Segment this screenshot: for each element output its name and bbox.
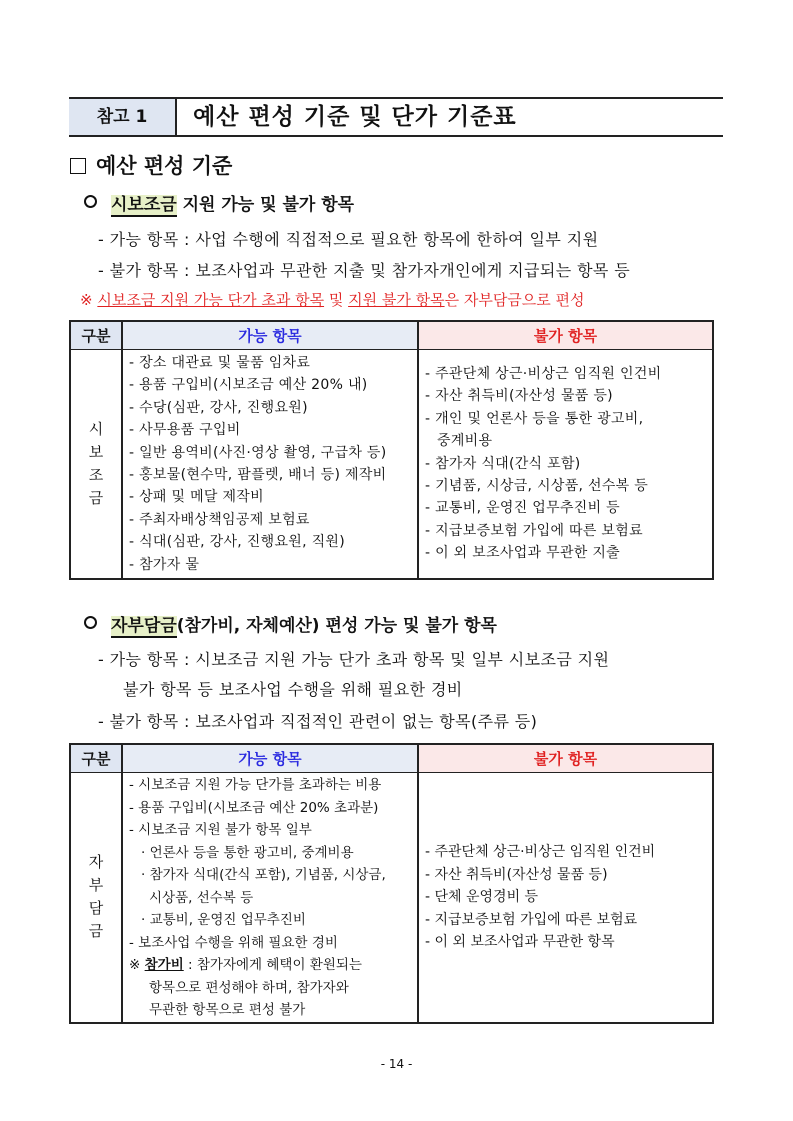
- section-title: 예산 편성 기준: [70, 150, 232, 180]
- row-label-subsidy: 시 보 조 금: [70, 350, 122, 579]
- subsidy-items-table: [69, 320, 714, 580]
- list-item: - 주관단체 상근·비상근 임직원 인건비: [425, 365, 662, 382]
- col-header-allowed: 가능 항목: [122, 744, 418, 773]
- allowed-items-cell: [122, 773, 418, 1023]
- list-item: - 수당(심판, 강사, 진행요원): [129, 399, 308, 416]
- circle-bullet-icon: [84, 195, 97, 208]
- list-item: - 주최자배상책임공제 보험료: [129, 511, 310, 528]
- list-item: · 교통비, 운영진 업무추진비: [141, 912, 306, 928]
- allowed-items-cell: [122, 350, 418, 579]
- s1-line-2: - 불가 항목 : 보조사업과 무관한 지출 및 참가자개인에게 지급되는 항목 등: [98, 261, 631, 280]
- page-number: - 14 -: [380, 1057, 413, 1071]
- reference-tag: 참고 1: [69, 99, 177, 135]
- list-item: · 언론사 등을 통한 광고비, 중계비용: [141, 844, 354, 861]
- s2-line-3: - 불가 항목 : 보조사업과 직접적인 관련이 없는 항목(주류 등): [98, 712, 538, 731]
- list-item: - 식대(심판, 강사, 진행요원, 직원): [129, 534, 346, 551]
- page-title: 예산 편성 기준 및 단가 기준표: [193, 104, 517, 130]
- list-item: - 지급보증보험 가입에 따른 보험료: [425, 911, 638, 928]
- list-item: - 이 외 보조사업과 무관한 항목: [425, 934, 615, 950]
- list-item: - 자산 취득비(자산성 물품 등): [425, 388, 613, 405]
- list-item: - 홍보물(현수막, 팜플렛, 배너 등) 제작비: [129, 467, 387, 484]
- list-item: - 용품 구입비(시보조금 예산 20% 초과분): [129, 799, 379, 816]
- subsection-1-title: 시보조금 지원 가능 및 불가 항목: [84, 190, 354, 215]
- list-item: - 이 외 보조사업과 무관한 지출: [425, 545, 620, 562]
- list-item: - 장소 대관료 및 물품 임차료: [129, 355, 311, 371]
- subsection-2-title: 자부담금(참가비, 자체예산) 편성 가능 및 불가 항목: [84, 611, 497, 636]
- row-label-self-funding: 자 부 담 금: [70, 773, 122, 1023]
- list-item: - 기념품, 시상금, 시상품, 선수복 등: [425, 477, 649, 494]
- self-funding-items-table: [69, 743, 714, 1024]
- s2-line-1: - 가능 항목 : 시보조금 지원 가능 단가 초과 항목 및 일부 시보조금 지원: [98, 650, 610, 669]
- list-item: - 교통비, 운영진 업무추진비 등: [425, 500, 620, 517]
- list-item: - 보조사업 수행을 위해 필요한 경비: [129, 934, 338, 951]
- list-item: 무관한 항목으로 편성 불가: [149, 1002, 306, 1018]
- col-header-category: 구분: [70, 321, 122, 350]
- list-item: · 참가자 식대(간식 포함), 기념품, 시상금,: [141, 867, 386, 883]
- list-item: - 참가자 식대(간식 포함): [425, 455, 581, 472]
- list-item: - 단체 운영경비 등: [425, 889, 539, 905]
- col-header-allowed: 가능 항목: [122, 321, 418, 350]
- list-item: - 일반 용역비(사진·영상 촬영, 구급차 등): [129, 444, 387, 461]
- list-item: - 개인 및 언론사 등을 통한 광고비,: [425, 410, 644, 427]
- list-item: 항목으로 편성해야 하며, 참가자와: [149, 979, 349, 996]
- list-item: - 용품 구입비(시보조금 예산 20% 내): [129, 377, 368, 394]
- list-item: - 참가자 물: [129, 556, 200, 573]
- col-header-disallowed: 불가 항목: [418, 744, 713, 773]
- disallowed-items-cell: [418, 350, 713, 579]
- participation-fee-note: ※ 참가비 : 참가자에게 혜택이 환원되는: [129, 957, 362, 973]
- list-item: - 사무용품 구입비: [129, 422, 241, 439]
- disallowed-items-cell: [418, 773, 713, 1023]
- list-item: - 지급보증보험 가입에 따른 보험료: [425, 522, 643, 539]
- list-item: - 주관단체 상근·비상근 임직원 인건비: [425, 844, 656, 860]
- list-item: - 시보조금 지원 가능 단가를 초과하는 비용: [129, 777, 382, 793]
- list-item: - 상패 및 메달 제작비: [129, 489, 264, 506]
- col-header-category: 구분: [70, 744, 122, 773]
- s2-line-2: 불가 항목 등 보조사업 수행을 위해 필요한 경비: [123, 680, 463, 699]
- reference-header: [69, 97, 723, 137]
- list-item: 중계비용: [437, 433, 493, 450]
- list-item: - 시보조금 지원 불가 항목 일부: [129, 822, 312, 838]
- list-item: 시상품, 선수복 등: [149, 889, 254, 906]
- list-item: - 자산 취득비(자산성 물품 등): [425, 866, 608, 883]
- s1-line-1: - 가능 항목 : 사업 수행에 직접적으로 필요한 항목에 한하여 일부 지원: [98, 230, 599, 249]
- checkbox-icon: [70, 158, 86, 174]
- s1-note: ※ 시보조금 지원 가능 단가 초과 항목 및 지원 불가 항목은 자부담금으로 편성: [80, 291, 585, 309]
- col-header-disallowed: 불가 항목: [418, 321, 713, 350]
- circle-bullet-icon: [84, 616, 97, 629]
